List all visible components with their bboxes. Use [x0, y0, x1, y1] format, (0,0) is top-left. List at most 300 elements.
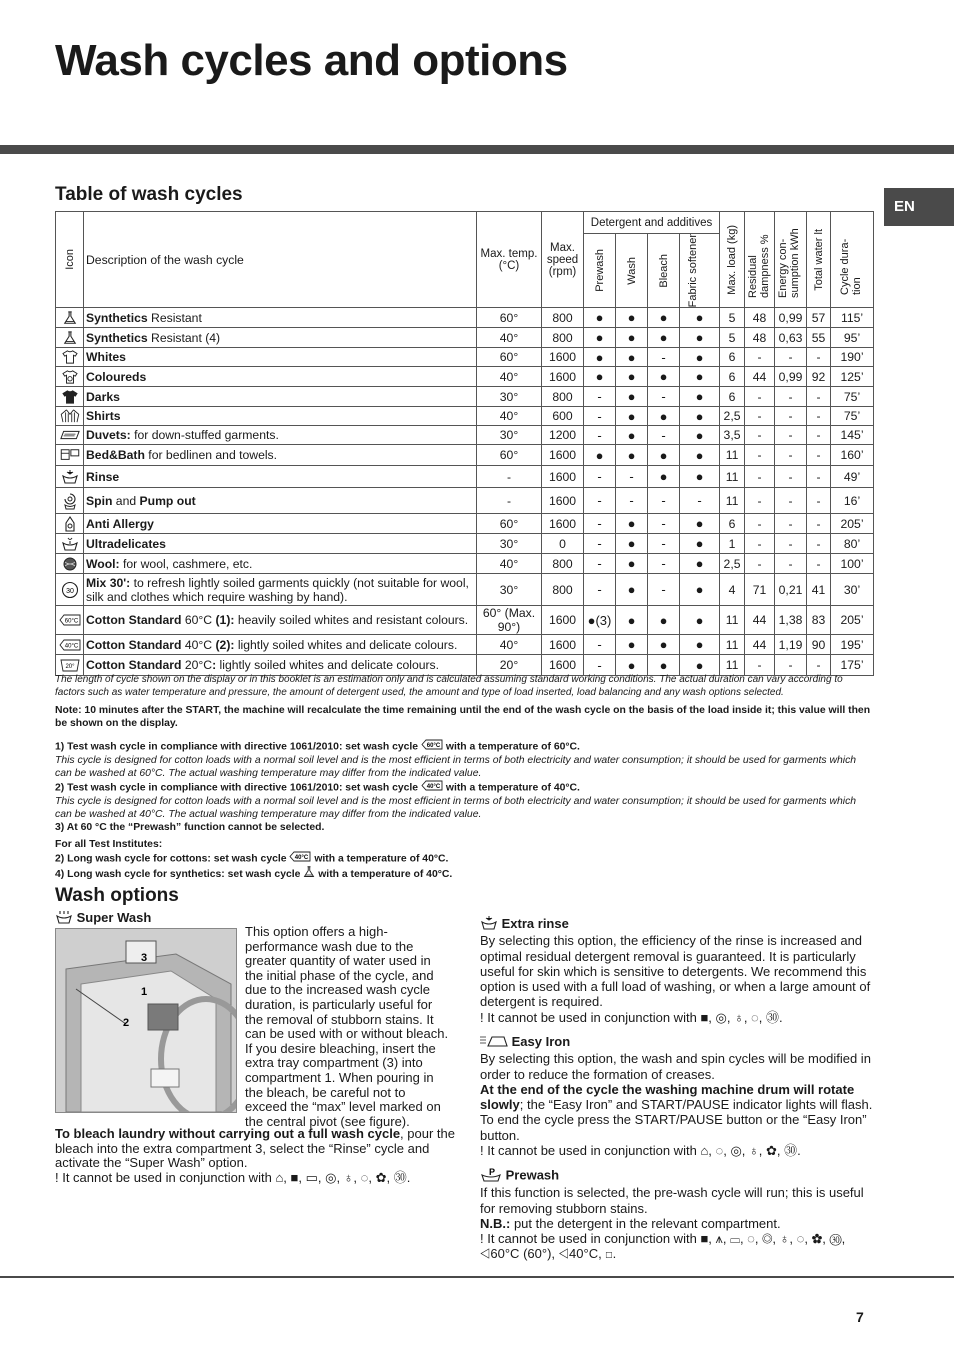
- cycle-duration-cell: 125’: [831, 367, 874, 387]
- easy-iron-description: By selecting this option, the wash and spin cycles will be modified in order to reduce the formation of creases.: [480, 1051, 871, 1082]
- cycle-duration-cell: 195’: [831, 635, 874, 655]
- recalculation-note: Note: 10 minutes after the START, the machine will recalculate the time remaining until the end of the wash cycle on the basis of the load inside it; this value will then be shown on the display.: [55, 705, 871, 729]
- wool-icon: [56, 554, 84, 574]
- footnote-1-body: This cycle is designed for cotton loads with a normal soil level and is the most efficient in terms of both electricity and water consumption; it should be used for garments which can be washed at 60°C. The actual washing temperature may differ from the indicated value.: [55, 755, 857, 779]
- cycle-duration-cell: 30’: [831, 574, 874, 606]
- wash-cell: ●: [616, 514, 648, 534]
- figure-label-1: 1: [141, 986, 148, 998]
- max-speed-cell: 1600: [542, 466, 584, 488]
- header-total-water: Total water lt: [807, 212, 831, 308]
- cycle-duration-cell: 190’: [831, 348, 874, 367]
- extra-rinse-title: Extra rinse: [501, 916, 569, 932]
- table-row: [56, 308, 874, 328]
- cotton-40-icon: [56, 635, 84, 655]
- bleach-cell: ●: [648, 635, 680, 655]
- table-row: [56, 534, 874, 554]
- max-speed-cell: 800: [542, 328, 584, 348]
- synthetics-icon: [303, 866, 315, 882]
- max-temp-cell: 60°: [477, 514, 542, 534]
- header-max-temp: Max. temp. (°C): [477, 212, 542, 308]
- total-water-cell: -: [807, 426, 831, 445]
- softener-cell: ●: [680, 554, 720, 574]
- super-wash-icon: [55, 910, 73, 927]
- softener-cell: ●: [680, 308, 720, 328]
- whites-icon: [56, 348, 84, 367]
- cycle-description: Coloureds: [84, 367, 477, 387]
- total-water-cell: -: [807, 554, 831, 574]
- wash-cell: ●: [616, 534, 648, 554]
- coloureds-icon: [56, 367, 84, 387]
- prewash-cell: ●: [584, 328, 616, 348]
- table-row: [56, 606, 874, 635]
- bleach-cell: -: [648, 426, 680, 445]
- cycle-duration-cell: 205’: [831, 514, 874, 534]
- energy-cell: 0,99: [775, 308, 807, 328]
- total-water-cell: 41: [807, 574, 831, 606]
- prewash-cell: -: [584, 407, 616, 426]
- page-title: Wash cycles and options: [55, 36, 568, 85]
- super-wash-description: This option offers a high-performance wash due to the greater quantity of water used in the initial phase of the cycle, and due to the increased wash cycle duration, is particularly useful for the removal of stubborn stains. It can be used with or without bleach. If you desire bleaching, insert the extra tray compartment (3) into compartment 1. When pouring in the bleach, be careful not to exceed the “max” level marked on the central pivot (see figure).: [245, 924, 449, 1129]
- bleach-cell: ●: [648, 308, 680, 328]
- detergent-drawer-figure: [55, 928, 237, 1113]
- max-speed-cell: 1600: [542, 348, 584, 367]
- energy-cell: -: [775, 348, 807, 367]
- energy-cell: -: [775, 407, 807, 426]
- wash-cell: ●: [616, 445, 648, 466]
- softener-cell: ●: [680, 574, 720, 606]
- table-row: [56, 445, 874, 466]
- header-description: Description of the wash cycle: [84, 212, 477, 308]
- max-speed-cell: 1600: [542, 445, 584, 466]
- total-water-cell: 55: [807, 328, 831, 348]
- table-row: [56, 348, 874, 367]
- total-water-cell: -: [807, 466, 831, 488]
- max-load-cell: 6: [720, 387, 745, 407]
- prewash-cell: ●: [584, 445, 616, 466]
- bleach-cell: ●: [648, 655, 680, 676]
- footnote-3: 3) At 60 °C the “Prewash” function cannot be selected.: [55, 822, 325, 833]
- residual-dampness-cell: -: [745, 554, 775, 574]
- test-institutes-notes: [55, 838, 875, 882]
- max-speed-cell: 1600: [542, 606, 584, 635]
- max-speed-cell: 800: [542, 387, 584, 407]
- residual-dampness-cell: -: [745, 387, 775, 407]
- svg-text:P: P: [489, 1167, 496, 1177]
- max-load-cell: 4: [720, 574, 745, 606]
- cotton-60-icon: [56, 606, 84, 635]
- header-cycle-duration: Cycle dura-tion: [831, 212, 874, 308]
- prewash-cell: -: [584, 534, 616, 554]
- cycle-description: Darks: [84, 387, 477, 407]
- header-rule: [0, 145, 954, 154]
- cycle-duration-cell: 175’: [831, 655, 874, 676]
- prewash-cell: -: [584, 488, 616, 514]
- residual-dampness-cell: -: [745, 348, 775, 367]
- max-temp-cell: 30°: [477, 387, 542, 407]
- residual-dampness-cell: -: [745, 466, 775, 488]
- bed-bath-icon: [56, 445, 84, 466]
- max-speed-cell: 1600: [542, 635, 584, 655]
- cycle-description: Cotton Standard 40°C (2): lightly soiled whites and delicate colours.: [84, 635, 477, 655]
- softener-cell: ●: [680, 367, 720, 387]
- softener-cell: ●: [680, 445, 720, 466]
- super-wash-heading: [55, 910, 151, 927]
- mix-30-icon: [56, 574, 84, 606]
- table-row: [56, 367, 874, 387]
- header-energy: Energy con-sumption kWh: [775, 212, 807, 308]
- energy-cell: -: [775, 534, 807, 554]
- cycle-description: Ultradelicates: [84, 534, 477, 554]
- prewash-exclusion-icons-end: ◁40°C, ◻.: [558, 1246, 617, 1262]
- figure-label-3: 3: [141, 952, 148, 964]
- wash-cell: ●: [616, 308, 648, 328]
- max-temp-cell: 40°: [477, 328, 542, 348]
- softener-cell: ●: [680, 655, 720, 676]
- max-load-cell: 11: [720, 606, 745, 635]
- rinse-icon: [480, 916, 498, 933]
- bleach-cell: -: [648, 574, 680, 606]
- spin-icon: [56, 488, 84, 514]
- duration-disclaimer: The length of cycle shown on the display or in this booklet is an estimation only and is calculated assuming standard working conditions. The actual duration can vary according to factors such as water temperature and pressure, the amount of detergent used, the amount and type of load inserted, load balancing and any wash options selected.: [55, 674, 843, 698]
- cycle-duration-cell: 75’: [831, 407, 874, 426]
- super-wash-warning: ! It cannot be used in conjunction with: [55, 1169, 272, 1185]
- residual-dampness-cell: -: [745, 445, 775, 466]
- wash-cell: ●: [616, 367, 648, 387]
- softener-cell: ●: [680, 407, 720, 426]
- residual-dampness-cell: 44: [745, 606, 775, 635]
- max-temp-cell: -: [477, 488, 542, 514]
- energy-cell: 1,38: [775, 606, 807, 635]
- svg-text:20°: 20°: [64, 664, 75, 671]
- max-temp-cell: 60° (Max. 90°): [477, 606, 542, 635]
- max-load-cell: 11: [720, 445, 745, 466]
- residual-dampness-cell: -: [745, 534, 775, 554]
- prewash-cell: -: [584, 554, 616, 574]
- easy-iron-bold: At the end of the cycle the washing machine drum will rotate slowly: [480, 1081, 855, 1113]
- prewash-cell: -: [584, 387, 616, 407]
- table-row: [56, 387, 874, 407]
- prewash-warning-tail: (60°),: [523, 1246, 556, 1262]
- svg-text:40°C: 40°C: [64, 643, 78, 650]
- prewash-cell: ●: [584, 367, 616, 387]
- softener-cell: ●: [680, 514, 720, 534]
- softener-cell: ●: [680, 348, 720, 367]
- header-max-load: Max. load (kg): [720, 212, 745, 308]
- darks-icon: [56, 387, 84, 407]
- header-residual-dampness: Residual dampness %: [745, 212, 775, 308]
- cycle-duration-cell: 49’: [831, 466, 874, 488]
- table-row: [56, 574, 874, 606]
- max-temp-cell: 20°: [477, 655, 542, 676]
- max-load-cell: 11: [720, 466, 745, 488]
- max-temp-cell: 40°: [477, 635, 542, 655]
- max-speed-cell: 800: [542, 554, 584, 574]
- institutes-note-2-tail: with a temperature of 40°C.: [314, 853, 449, 865]
- wash-cell: ●: [616, 426, 648, 445]
- softener-cell: ●: [680, 328, 720, 348]
- wash-cell: ●: [616, 655, 648, 676]
- prewash-cell: -: [584, 635, 616, 655]
- cotton-40-icon: [421, 780, 443, 795]
- table-row: [56, 635, 874, 655]
- cycle-duration-cell: 115’: [831, 308, 874, 328]
- max-temp-cell: 40°: [477, 367, 542, 387]
- wash-cell: ●: [616, 635, 648, 655]
- total-water-cell: 92: [807, 367, 831, 387]
- header-max-speed: Max. speed (rpm): [542, 212, 584, 308]
- energy-cell: 0,21: [775, 574, 807, 606]
- max-temp-cell: 30°: [477, 574, 542, 606]
- svg-text:60°C: 60°C: [64, 618, 78, 625]
- max-load-cell: 5: [720, 308, 745, 328]
- svg-text:40°C: 40°C: [426, 784, 441, 790]
- easy-iron-section: [480, 1034, 875, 1158]
- max-temp-cell: 60°: [477, 445, 542, 466]
- max-load-cell: 1: [720, 534, 745, 554]
- total-water-cell: -: [807, 488, 831, 514]
- table-row: [56, 488, 874, 514]
- page-number: 7: [856, 1309, 864, 1325]
- max-speed-cell: 600: [542, 407, 584, 426]
- cycle-description: Rinse: [84, 466, 477, 488]
- table-row: [56, 554, 874, 574]
- max-speed-cell: 800: [542, 308, 584, 328]
- max-load-cell: 6: [720, 348, 745, 367]
- footnote-2-body: This cycle is designed for cotton loads with a normal soil level and is the most efficient in terms of both electricity and water consumption; it should be used for garments which can be washed at 40°C. The actual washing temperature may differ from the indicated value.: [55, 796, 857, 820]
- max-temp-cell: 40°: [477, 554, 542, 574]
- cotton-40-icon: [289, 851, 311, 866]
- max-load-cell: 11: [720, 635, 745, 655]
- cycle-description: Cotton Standard 20°C: lightly soiled whites and delicate colours.: [84, 655, 477, 676]
- bleach-cell: -: [648, 514, 680, 534]
- wash-cell: ●: [616, 348, 648, 367]
- prewash-section: [480, 1167, 875, 1262]
- energy-cell: -: [775, 554, 807, 574]
- max-speed-cell: 1600: [542, 367, 584, 387]
- prewash-cell: -: [584, 426, 616, 445]
- bleach-cell: ●: [648, 367, 680, 387]
- header-wash: Wash: [616, 234, 648, 308]
- synthetics-icon: [56, 308, 84, 328]
- cycle-description: Spin and Pump out: [84, 488, 477, 514]
- prewash-exclusion-icons: ■, ⩚, ▭, ◌, ◎, ♁, ◌, ✿, ㉚, ◁60°C: [480, 1231, 846, 1262]
- header-prewash: Prewash: [584, 234, 616, 308]
- max-temp-cell: 60°: [477, 308, 542, 328]
- max-load-cell: 2,5: [720, 407, 745, 426]
- residual-dampness-cell: 48: [745, 328, 775, 348]
- residual-dampness-cell: 44: [745, 635, 775, 655]
- max-load-cell: 6: [720, 514, 745, 534]
- max-speed-cell: 1600: [542, 514, 584, 534]
- cycle-description: Anti Allergy: [84, 514, 477, 534]
- bleach-cell: -: [648, 348, 680, 367]
- cycle-description: Cotton Standard 60°C (1): heavily soiled whites and resistant colours.: [84, 606, 477, 635]
- residual-dampness-cell: -: [745, 488, 775, 514]
- energy-cell: 1,19: [775, 635, 807, 655]
- residual-dampness-cell: 44: [745, 367, 775, 387]
- table-row: [56, 407, 874, 426]
- max-load-cell: 2,5: [720, 554, 745, 574]
- softener-cell: ●: [680, 426, 720, 445]
- max-temp-cell: -: [477, 466, 542, 488]
- total-water-cell: -: [807, 407, 831, 426]
- bleach-cell: ●: [648, 445, 680, 466]
- bleach-cell: ●: [648, 328, 680, 348]
- residual-dampness-cell: 48: [745, 308, 775, 328]
- extra-rinse-warning: ! It cannot be used in conjunction with: [480, 1009, 697, 1025]
- max-speed-cell: 1600: [542, 488, 584, 514]
- cycle-description: Duvets: for down-stuffed garments.: [84, 426, 477, 445]
- energy-cell: -: [775, 488, 807, 514]
- total-water-cell: 83: [807, 606, 831, 635]
- footer-rule: [0, 1276, 954, 1278]
- softener-cell: ●: [680, 387, 720, 407]
- bleach-cell: -: [648, 554, 680, 574]
- max-speed-cell: 800: [542, 574, 584, 606]
- header-bleach: Bleach: [648, 234, 680, 308]
- figure-label-2: 2: [123, 1017, 130, 1029]
- wash-cell: ●: [616, 387, 648, 407]
- bleach-cell: ●: [648, 606, 680, 635]
- total-water-cell: -: [807, 534, 831, 554]
- footnote-1-head: 1) Test wash cycle in compliance with directive 1061/2010: set wash cycle: [55, 741, 419, 753]
- cycle-description: Mix 30': to refresh lightly soiled garments quickly (not suitable for wool, silk and clothes which require washing by hand).: [84, 574, 477, 606]
- residual-dampness-cell: 71: [745, 574, 775, 606]
- header-detergent-group: Detergent and additives: [584, 212, 720, 234]
- header-icon: Icon: [56, 212, 84, 308]
- cycle-duration-cell: 145’: [831, 426, 874, 445]
- total-water-cell: 90: [807, 635, 831, 655]
- max-speed-cell: 0: [542, 534, 584, 554]
- cycle-duration-cell: 160’: [831, 445, 874, 466]
- max-temp-cell: 60°: [477, 348, 542, 367]
- prewash-cell: -: [584, 466, 616, 488]
- energy-cell: -: [775, 387, 807, 407]
- max-temp-cell: 40°: [477, 407, 542, 426]
- residual-dampness-cell: -: [745, 655, 775, 676]
- table-row: [56, 514, 874, 534]
- prewash-title: Prewash: [505, 1167, 560, 1183]
- wash-cell: ●: [616, 606, 648, 635]
- language-tab: EN: [884, 188, 954, 226]
- prewash-cell: ●(3): [584, 606, 616, 635]
- cycle-description: Synthetics Resistant: [84, 308, 477, 328]
- super-wash-cont-text: , pour the bleach into the extra compartment 3, select the “Rinse” cycle and activate the “Super Wash” option.: [55, 1126, 455, 1171]
- energy-cell: -: [775, 466, 807, 488]
- softener-cell: -: [680, 488, 720, 514]
- ultradelicates-icon: [56, 534, 84, 554]
- footnote-2-tail: with a temperature of 40°C.: [445, 782, 580, 794]
- iron-icon: [480, 1034, 508, 1051]
- cycle-description: Wool: for wool, cashmere, etc.: [84, 554, 477, 574]
- softener-cell: ●: [680, 635, 720, 655]
- cycle-description: Synthetics Resistant (4): [84, 328, 477, 348]
- extra-rinse-description: By selecting this option, the efficiency of the rinse is increased and optimal residual detergent removal is guaranteed. It is particularly useful for skin which is sensitive to detergents. We recommend this option is used with a full load of washing, or when a large amount of detergent is required.: [480, 933, 871, 1010]
- cycle-description: Shirts: [84, 407, 477, 426]
- wash-cell: -: [616, 488, 648, 514]
- total-water-cell: 57: [807, 308, 831, 328]
- total-water-cell: -: [807, 514, 831, 534]
- svg-text:40°C: 40°C: [295, 855, 309, 861]
- cycle-duration-cell: 95’: [831, 328, 874, 348]
- bleach-cell: ●: [648, 407, 680, 426]
- wash-cell: ●: [616, 407, 648, 426]
- wash-cell: ●: [616, 328, 648, 348]
- residual-dampness-cell: -: [745, 407, 775, 426]
- prewash-cell: ●: [584, 308, 616, 328]
- footnote-1-tail: with a temperature of 60°C.: [445, 741, 580, 753]
- prewash-cell: ●: [584, 348, 616, 367]
- easy-iron-exclusion-icons: ⌂, ◌, ◎, ♁, ✿, ㉚.: [700, 1143, 801, 1159]
- cotton-60-icon: [421, 739, 443, 754]
- wash-options-title: Wash options: [55, 885, 179, 906]
- max-load-cell: 3,5: [720, 426, 745, 445]
- duvets-icon: [56, 426, 84, 445]
- header-fabric-softener: Fabric softener: [680, 234, 720, 308]
- max-speed-cell: 1600: [542, 655, 584, 676]
- super-wash-bold: To bleach laundry without carrying out a full wash cycle: [55, 1126, 401, 1141]
- anti-allergy-icon: [56, 514, 84, 534]
- wash-cell: -: [616, 466, 648, 488]
- energy-cell: 0,63: [775, 328, 807, 348]
- max-load-cell: 5: [720, 328, 745, 348]
- softener-cell: ●: [680, 466, 720, 488]
- extra-rinse-exclusion-icons: ■, ◎, ♁, ◌, ㉚.: [700, 1009, 783, 1025]
- super-wash-title: Super Wash: [76, 910, 152, 925]
- table-body: [56, 308, 874, 676]
- total-water-cell: -: [807, 387, 831, 407]
- bleach-cell: ●: [648, 466, 680, 488]
- max-speed-cell: 1200: [542, 426, 584, 445]
- easy-iron-warning: ! It cannot be used in conjunction with: [480, 1143, 697, 1159]
- prewash-nb-label: N.B.:: [480, 1215, 511, 1231]
- prewash-warning: ! It cannot be used in conjunction with: [480, 1231, 697, 1247]
- wash-cell: ●: [616, 554, 648, 574]
- table-section-title: Table of wash cycles: [55, 184, 243, 205]
- bleach-cell: -: [648, 534, 680, 554]
- energy-cell: -: [775, 445, 807, 466]
- cycle-duration-cell: 100’: [831, 554, 874, 574]
- softener-cell: ●: [680, 606, 720, 635]
- synthetics-icon: [56, 328, 84, 348]
- prewash-description: If this function is selected, the pre-wash cycle will run; this is useful for removing stubborn stains.: [480, 1185, 864, 1216]
- institutes-note-4-head: 4) Long wash cycle for synthetics: set wash cycle: [55, 868, 301, 880]
- total-water-cell: -: [807, 445, 831, 466]
- max-load-cell: 11: [720, 488, 745, 514]
- max-load-cell: 6: [720, 367, 745, 387]
- institutes-note-2-head: 2) Long wash cycle for cottons: set wash cycle: [55, 853, 287, 865]
- svg-text:30: 30: [65, 587, 74, 595]
- prewash-cell: -: [584, 574, 616, 606]
- wash-cycles-table: [55, 211, 874, 676]
- bleach-cell: -: [648, 488, 680, 514]
- softener-cell: ●: [680, 534, 720, 554]
- table-row: [56, 426, 874, 445]
- svg-text:60°C: 60°C: [426, 743, 441, 749]
- total-water-cell: -: [807, 655, 831, 676]
- cycle-duration-cell: 16’: [831, 488, 874, 514]
- cycle-duration-cell: 205’: [831, 606, 874, 635]
- easy-iron-cont: ; the “Easy Iron” and START/PAUSE indicator lights will flash. To end the cycle press the START/PAUSE button or the “Easy Iron” button.: [480, 1097, 873, 1143]
- easy-iron-title: Easy Iron: [511, 1034, 571, 1050]
- extra-rinse-section: [480, 916, 875, 1025]
- energy-cell: -: [775, 426, 807, 445]
- institutes-note-4-tail: with a temperature of 40°C.: [318, 868, 453, 880]
- super-wash-continued: [55, 1127, 455, 1185]
- super-wash-exclusion-icons: ⌂, ■, ▭, ◎, ♁, ◌, ✿, ㉚.: [275, 1169, 411, 1185]
- bleach-cell: -: [648, 387, 680, 407]
- energy-cell: -: [775, 655, 807, 676]
